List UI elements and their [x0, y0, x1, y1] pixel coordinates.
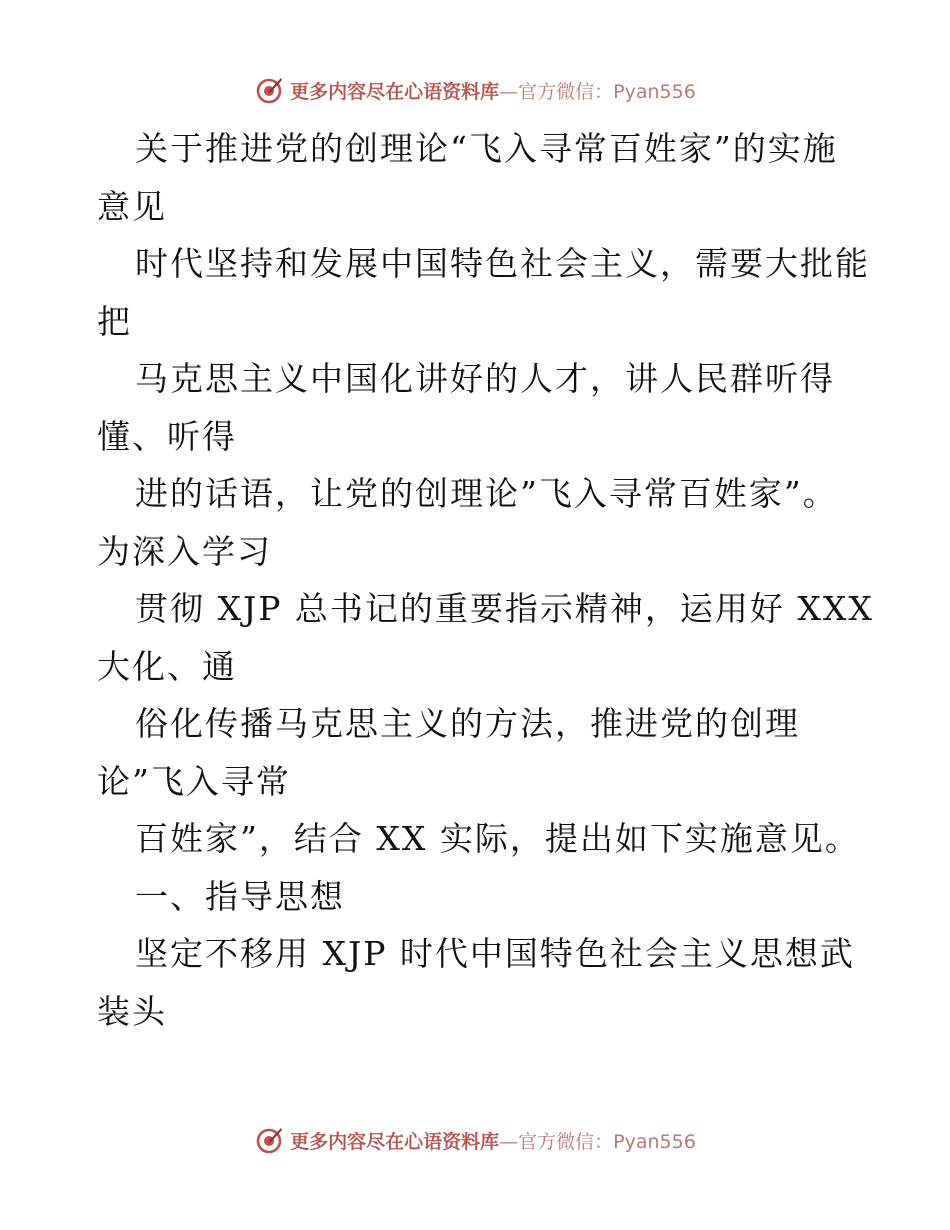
text-line: 进的话语，让党的创理论”飞入寻常百姓家”。 — [135, 474, 838, 513]
banner-brand: 更多内容尽在心语资料库 — [290, 1130, 500, 1153]
text-line: 大化、通 — [97, 646, 237, 686]
banner-contact: 官方微信：Pyan556 — [518, 1130, 696, 1153]
text-line: 贯彻 XJP 总书记的重要指示精神，运用好 XXX — [135, 589, 874, 628]
header-banner-text — [290, 77, 696, 104]
banner-separator: — — [499, 80, 519, 103]
text-line: 马克思主义中国化讲好的人才，讲人民群听得 — [135, 359, 835, 398]
footer-banner — [0, 1120, 950, 1160]
banner-brand: 更多内容尽在心语资料库 — [290, 80, 500, 103]
text-line: 俗化传播马克思主义的方法，推进党的创理 — [135, 704, 800, 743]
quill-logo-icon — [254, 1125, 284, 1155]
text-line: 关于推进党的创理论“飞入寻常百姓家”的实施 — [135, 129, 838, 168]
text-line: 装头 — [97, 991, 167, 1031]
banner-separator: — — [499, 1130, 519, 1153]
header-banner — [0, 70, 950, 110]
text-line: 百姓家”，结合 XX 实际，提出如下实施意见。 — [135, 819, 860, 858]
text-line: 时代坚持和发展中国特色社会主义，需要大批能 — [135, 244, 870, 283]
text-line: 意见 — [97, 186, 167, 226]
text-line: 论”飞入寻常 — [97, 761, 291, 801]
quill-logo-icon — [254, 75, 284, 105]
text-line: 坚定不移用 XJP 时代中国特色社会主义思想武 — [135, 934, 855, 973]
footer-banner-text — [290, 1127, 696, 1154]
banner-contact: 官方微信：Pyan556 — [518, 80, 696, 103]
text-line: 为深入学习 — [97, 531, 272, 571]
document-body — [97, 120, 874, 1040]
text-line: 把 — [97, 301, 132, 341]
section-heading: 一、指导思想 — [135, 876, 345, 916]
text-line: 懂、听得 — [97, 416, 237, 456]
